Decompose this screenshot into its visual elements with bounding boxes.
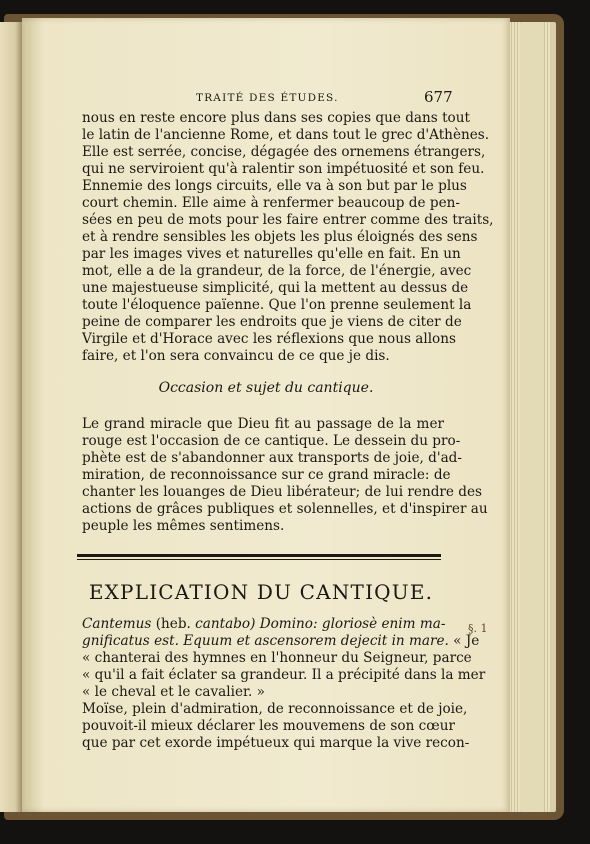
text-line: « qu'il a fait éclater sa grandeur. Il a précipité dans la mer bbox=[82, 667, 486, 683]
text-line: court chemin. Elle aime à renfermer beaucoup de pen- bbox=[82, 195, 460, 211]
text-line: une majestueuse simplicité, qui la mettent au dessus de bbox=[82, 280, 469, 296]
text-line: toute l'éloquence païenne. Que l'on prenne seulement la bbox=[82, 297, 472, 313]
text-line: chanter les louanges de Dieu libérateur; de lui rendre des bbox=[82, 484, 483, 500]
text-line: et à rendre sensibles les objets les plus éloignés des sens bbox=[82, 229, 478, 245]
running-head: TRAITÉ DES ÉTUDES. bbox=[196, 92, 339, 104]
latin-text: gnificatus est. Equum et ascensorem dejecit in mare. bbox=[82, 633, 449, 649]
text-span: (heb. bbox=[151, 616, 196, 632]
text-line: rouge est l'occasion de ce cantique. Le dessein du pro- bbox=[82, 433, 461, 449]
text-line: qui ne serviroient qu'à ralentir son impétuosité et son feu. bbox=[82, 161, 485, 177]
divider-rule bbox=[77, 554, 441, 557]
section-heading: Occasion et sujet du cantique. bbox=[158, 380, 374, 396]
chapter-title: EXPLICATION DU CANTIQUE. bbox=[88, 580, 434, 604]
page-edges-top bbox=[520, 22, 544, 812]
text-line: faire, et l'on sera convaincu de ce que je dis. bbox=[82, 348, 390, 364]
text-line: Le grand miracle que Dieu fit au passage de la mer bbox=[82, 416, 444, 432]
text-line bbox=[82, 616, 444, 633]
text-line bbox=[82, 633, 480, 650]
text-line: le latin de l'ancienne Rome, et dans tout le grec d'Athènes. bbox=[82, 127, 490, 143]
text-line: nous en reste encore plus dans ses copies que dans tout bbox=[82, 110, 470, 126]
text-line: Ennemie des longs circuits, elle va à son but par le plus bbox=[82, 178, 467, 194]
text-line: pouvoit-il mieux déclarer les mouvemens de son cœur bbox=[82, 718, 455, 734]
margin-note: §. 1 bbox=[468, 622, 488, 635]
text-line: sées en peu de mots pour les faire entrer comme des traits, bbox=[82, 212, 494, 228]
text-line: par les images vives et naturelles qu'elle en fait. En un bbox=[82, 246, 461, 262]
latin-text: cantabo) Domino: gloriosè enim ma- bbox=[195, 616, 446, 632]
page-number: 677 bbox=[424, 88, 453, 106]
text-line: mot, elle a de la grandeur, de la force, de l'énergie, avec bbox=[82, 263, 472, 279]
text-line: miration, de reconnoissance sur ce grand miracle: de bbox=[82, 467, 451, 483]
text-line: Elle est serrée, concise, dégagée des ornemens étrangers, bbox=[82, 144, 486, 160]
divider-rule-thin bbox=[77, 559, 441, 560]
text-line: « chanterai des hymnes en l'honneur du Seigneur, parce bbox=[82, 650, 472, 666]
text-line: « le cheval et le cavalier. » bbox=[82, 684, 265, 700]
text-line: Moïse, plein d'admiration, de reconnoissance et de joie, bbox=[82, 701, 468, 717]
text-line: que par cet exorde impétueux qui marque la vive recon- bbox=[82, 735, 470, 751]
text-line: phète est de s'abandonner aux transports de joie, d'ad- bbox=[82, 450, 462, 466]
text-line: actions de grâces publiques et solennelles, et d'inspirer au bbox=[82, 501, 488, 517]
text-line: peine de comparer les endroits que je viens de citer de bbox=[82, 314, 462, 330]
text-span: « Je bbox=[448, 633, 480, 649]
facing-page-edge bbox=[0, 22, 22, 812]
book-page bbox=[22, 18, 510, 812]
text-line: peuple les mêmes sentimens. bbox=[82, 518, 285, 534]
text-line: Virgile et d'Horace avec les réflexions que nous allons bbox=[82, 331, 456, 347]
latin-text: Cantemus bbox=[82, 616, 152, 632]
